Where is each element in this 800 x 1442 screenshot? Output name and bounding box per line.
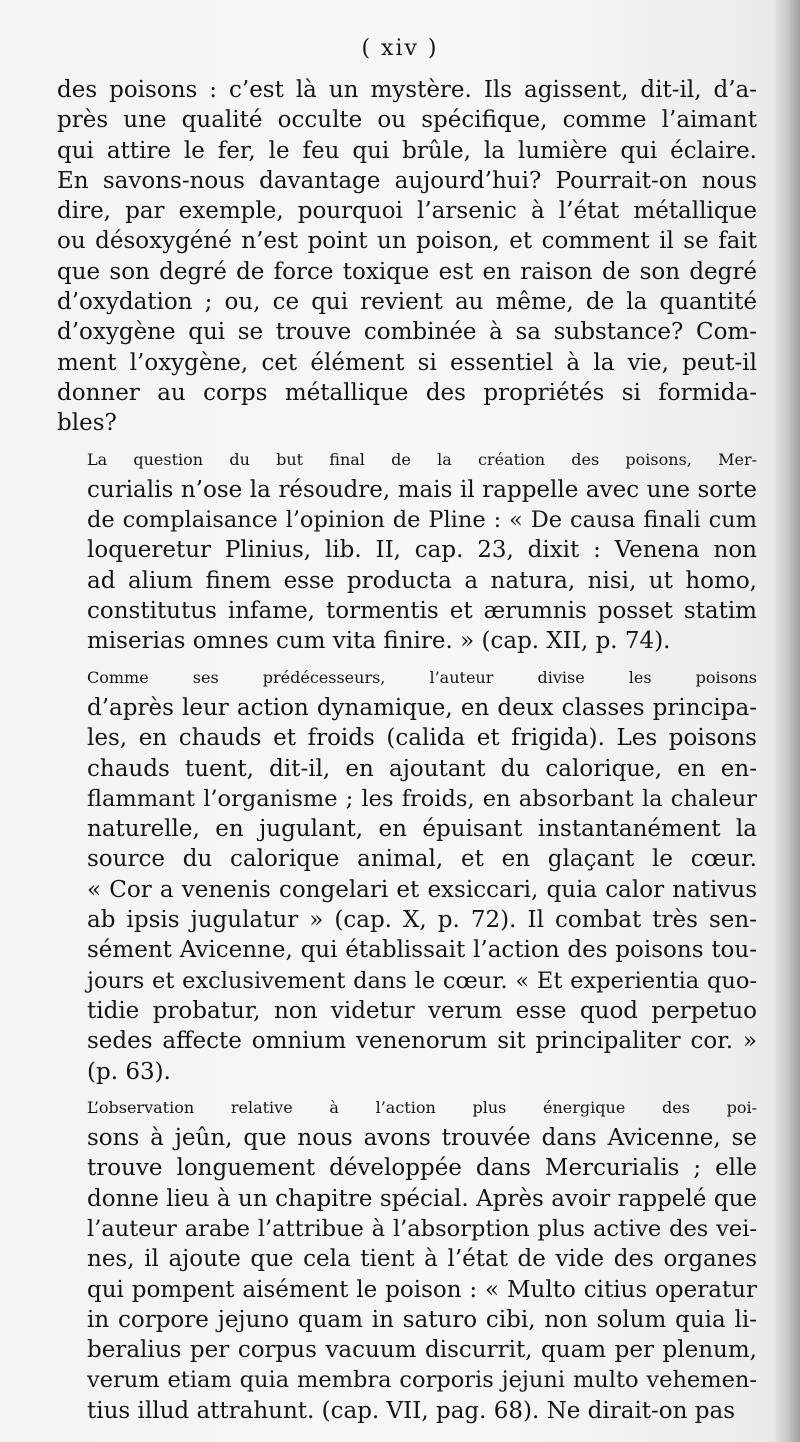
text-line: source du calorique animal, et en glaçant le cœur. <box>87 846 757 873</box>
text-line: près une qualité occulte ou spécifique, comme l’aimant <box>57 107 757 134</box>
text-line: loqueretur Plinius, lib. II, cap. 23, dixit : Venena non <box>87 537 757 564</box>
paragraph <box>57 663 757 1087</box>
paragraph <box>57 75 757 439</box>
text-line: trouve longuement développée dans Mercurialis ; elle <box>87 1155 757 1182</box>
text-line: ab ipsis jugulatur » (cap. X, p. 72). Il combat très sen- <box>87 907 757 934</box>
text-line: (p. 63). <box>87 1058 171 1085</box>
text-line: d’oxydation ; ou, ce qui revient au même, de la quantité <box>57 289 757 316</box>
text-line: qui attire le fer, le feu qui brûle, la lumière qui éclaire. <box>57 137 757 164</box>
text-line: constitutus infame, tormentis et ærumnis posset statim <box>87 598 757 625</box>
text-line: ad alium finem esse producta a natura, nisi, ut homo, <box>87 567 757 594</box>
text-line: que son degré de force toxique est en raison de son degré <box>57 258 757 285</box>
paragraph <box>57 1093 757 1426</box>
text-line: « Cor a venenis congelari et exsiccari, quia calor nativus <box>87 876 757 903</box>
text-line: dire, par exemple, pourquoi l’arsenic à l’état métallique <box>57 198 757 225</box>
text-line: des poisons : c’est là un mystère. Ils agissent, dit-il, d’a- <box>57 77 757 103</box>
text-line: chauds tuent, dit-il, en ajoutant du calorique, en en- <box>87 755 757 782</box>
text-line: de complaisance l’opinion de Pline : « De causa finali cum <box>87 507 757 534</box>
text-line: verum etiam quia membra corporis jejuni multo vehemen- <box>87 1367 757 1394</box>
text-line: donner au corps métallique des propriétés si formida- <box>57 379 757 406</box>
text-line: L’observation relative à l’action plus énergique des poi- <box>87 1097 757 1117</box>
page-number: ( xiv ) <box>361 36 439 61</box>
text-line: naturelle, en jugulant, en épuisant instantanément la <box>87 816 757 843</box>
text-line: jours et exclusivement dans le cœur. « Et experientia quo- <box>87 967 757 994</box>
text-line: les, en chauds et froids (calida et frigida). Les poisons <box>87 725 757 752</box>
text-line: ou désoxygéné n’est point un poison, et comment il se fait <box>57 228 757 255</box>
text-line: sons à jeûn, que nous avons trouvée dans Avicenne, se <box>87 1125 757 1152</box>
text-line: curialis n’ose la résoudre, mais il rappelle avec une sorte <box>87 476 757 503</box>
text-line: qui pompent aisément le poison : « Multo citius operatur <box>87 1276 757 1303</box>
text-line: La question du but final de la création des poisons, Mer- <box>87 449 757 469</box>
text-line: tius illud attrahunt. (cap. VII, pag. 68). Ne dirait-on pas <box>87 1397 736 1424</box>
text-line: ment l’oxygène, cet élément si essentiel à la vie, peut-il <box>57 349 757 376</box>
text-line: donne lieu à un chapitre spécial. Après avoir rappelé que <box>87 1185 757 1212</box>
text-line: d’oxygène qui se trouve combinée à sa substance? Com- <box>57 319 757 346</box>
text-line: beralius per corpus vacuum discurrit, quam per plenum, <box>87 1337 757 1364</box>
page-body-text <box>57 75 757 1432</box>
text-line: sedes affecte omnium venenorum sit principaliter cor. » <box>87 1028 757 1055</box>
text-line: En savons-nous davantage aujourd’hui? Pourrait-on nous <box>57 167 757 194</box>
text-line: l’auteur arabe l’attribue à l’absorption plus active des vei- <box>87 1215 757 1242</box>
text-line: in corpore jejuno quam in saturo cibi, non solum quia li- <box>87 1306 757 1333</box>
text-line: d’après leur action dynamique, en deux classes principa- <box>87 694 757 721</box>
text-line: sément Avicenne, qui établissait l’action des poisons tou- <box>87 937 757 964</box>
text-line: bles? <box>57 410 117 437</box>
page-edge-shadow <box>774 0 800 1442</box>
text-line: tidie probatur, non videtur verum esse quod perpetuo <box>87 997 757 1024</box>
text-line: flammant l’organisme ; les froids, en absorbant la chaleur <box>87 785 757 812</box>
text-line: Comme ses prédécesseurs, l’auteur divise les poisons <box>87 667 757 687</box>
paragraph <box>57 445 757 657</box>
text-line: nes, il ajoute que cela tient à l’état de vide des organes <box>87 1246 757 1273</box>
text-line: miserias omnes cum vita finire. » (cap. XII, p. 74). <box>87 628 671 655</box>
